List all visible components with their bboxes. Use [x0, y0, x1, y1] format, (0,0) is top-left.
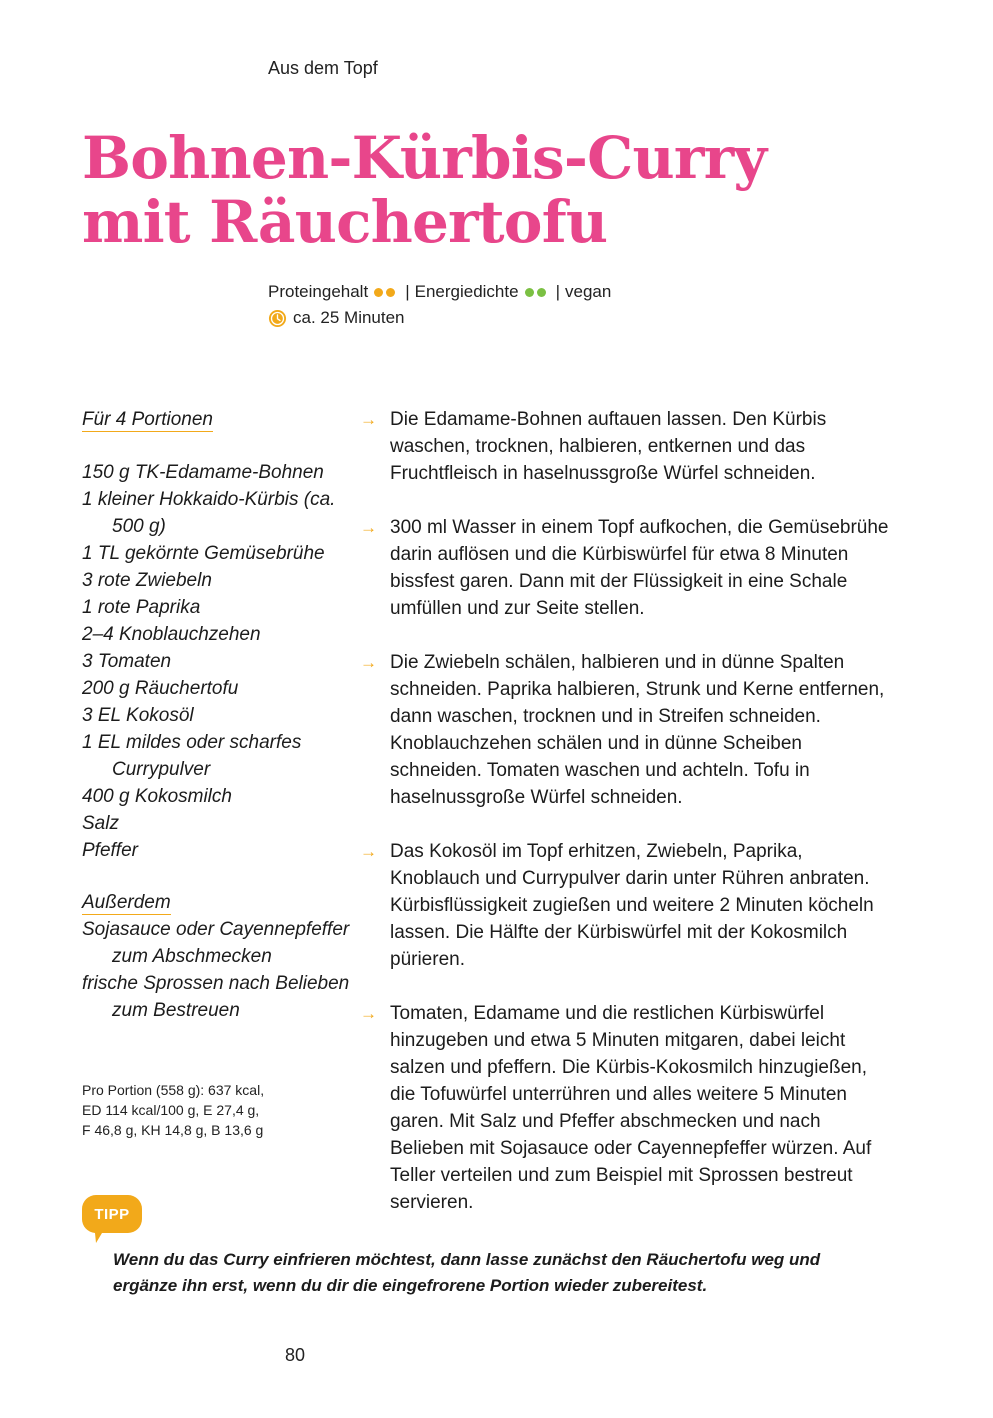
meta-time-row: [268, 305, 611, 331]
step-text: Die Zwiebeln schälen, halbieren und in dünne Spalten schneiden. Paprika halbieren, Strunk und Kerne entfernen, dann waschen, trocknen und in Streifen schneiden. Knoblauchzehen schälen und in dünne Scheiben schneiden. Tomaten waschen und achteln. Tofu in haselnussgroße Würfel schneiden.: [390, 652, 885, 808]
ingredient-item: 2–4 Knoblauchzehen: [82, 624, 261, 645]
ingredient-item: 150 g TK-Edamame-Bohnen: [82, 462, 324, 483]
meta-separator: |: [405, 282, 410, 301]
ingredient-item: 1 TL gekörnte Gemüsebrühe: [82, 543, 325, 564]
recipe-meta: [268, 279, 611, 331]
energy-label: Energiedichte: [414, 282, 519, 301]
step-text: Tomaten, Edamame und die restlichen Kürbiswürfel hinzugeben und etwa 5 Minuten mitgaren, dabei leicht salzen und pfeffern. Die Kürbis-Kokosmilch hinzugießen, die Tofuwürfel unterrühren und alles weitere 5 Minuten garen. Mit Salz und Pfeffer abschmecken und nach Belieben mit Sojasauce oder Cayennepfeffer würzen. Auf Teller verteilen und zum Beispiel mit Sprossen bestreut servieren.: [390, 1003, 872, 1213]
instruction-step: [360, 649, 890, 811]
instruction-step: [360, 514, 890, 622]
cooking-time: ca. 25 Minuten: [293, 308, 405, 327]
nutrition-line: ED 114 kcal/100 g, E 27,4 g,: [82, 1102, 260, 1118]
meta-ratings-row: [268, 279, 611, 305]
protein-rating-dots: [374, 288, 395, 297]
instruction-step: [360, 838, 890, 973]
step-text: 300 ml Wasser in einem Topf aufkochen, die Gemüsebrühe darin auflösen und die Kürbiswürfel für etwa 8 Minuten bissfest garen. Dann mit der Flüssigkeit in eine Schale umfüllen und zur Seite stellen.: [390, 517, 889, 619]
tip-label: TIPP: [94, 1205, 130, 1223]
arrow-right-icon: →: [360, 410, 377, 429]
ingredient-item: 3 Tomaten: [82, 651, 172, 672]
clock-icon: [268, 309, 287, 328]
tip-text: Wenn du das Curry einfrieren möchtest, dann lasse zunächst den Räuchertofu weg und ergänze ihn erst, wenn du dir die eingefrorene Portion wieder zubereitest.: [113, 1250, 821, 1295]
instruction-step: [360, 406, 890, 487]
ingredients-heading: Für 4 Portionen: [82, 409, 213, 430]
title-line-2: mit Räuchertofu: [82, 188, 608, 256]
step-text: Das Kokosöl im Topf erhitzen, Zwiebeln, Paprika, Knoblauch und Currypulver darin unter Rühren anbraten. Kürbisflüssigkeit zugießen und weitere 2 Minuten köcheln lassen. Die Hälfte der Kürbiswürfel mit der Kokosmilch pürieren.: [390, 841, 874, 970]
vegan-label: vegan: [565, 282, 612, 301]
arrow-right-icon: →: [360, 1004, 377, 1023]
arrow-right-icon: →: [360, 842, 377, 861]
title-line-1: Bohnen-Kürbis-Curry: [82, 124, 767, 192]
meta-separator: |: [555, 282, 560, 301]
instruction-step: [360, 1000, 890, 1216]
step-text: Die Edamame-Bohnen auftauen lassen. Den Kürbis waschen, trocknen, halbieren, entkernen und das Fruchtfleisch in haselnussgroße Würfel schneiden.: [390, 409, 827, 484]
protein-label: Proteingehalt: [268, 282, 369, 301]
extras-heading: Außerdem: [82, 892, 171, 913]
ingredient-item: 1 rote Paprika: [82, 597, 201, 618]
ingredient-item: 200 g Räuchertofu: [82, 678, 239, 699]
ingredient-item: 1 EL mildes oder scharfes Currypulver: [82, 732, 302, 780]
ingredient-item: Salz: [82, 813, 119, 834]
ingredient-item: 1 kleiner Hokkaido-Kürbis (ca. 500 g): [82, 489, 336, 537]
extra-ingredient-item: Sojasauce oder Cayennepfeffer zum Abschmecken: [82, 919, 350, 967]
protein-dot-icon: [374, 288, 383, 297]
recipe-title: [82, 126, 766, 254]
section-label: Aus dem Topf: [268, 58, 378, 78]
nutrition-line: F 46,8 g, KH 14,8 g, B 13,6 g: [82, 1122, 264, 1138]
arrow-right-icon: →: [360, 518, 377, 537]
extra-ingredient-item: frische Sprossen nach Belieben zum Bestreuen: [82, 973, 350, 1021]
protein-dot-icon: [386, 288, 395, 297]
ingredient-item: 3 rote Zwiebeln: [82, 570, 212, 591]
ingredient-item: 3 EL Kokosöl: [82, 705, 194, 726]
ingredient-item: 400 g Kokosmilch: [82, 786, 232, 807]
nutrition-line: Pro Portion (558 g): 637 kcal,: [82, 1082, 265, 1098]
energy-rating-dots: [525, 288, 546, 297]
ingredient-item: Pfeffer: [82, 840, 138, 861]
tip-badge: [82, 1195, 144, 1243]
ingredients-column: [82, 406, 352, 1024]
energy-dot-icon: [525, 288, 534, 297]
energy-dot-icon: [537, 288, 546, 297]
page-number: 80: [285, 1345, 306, 1365]
arrow-right-icon: →: [360, 653, 377, 672]
nutrition-info: [82, 1080, 264, 1140]
instructions-column: [360, 406, 890, 1243]
